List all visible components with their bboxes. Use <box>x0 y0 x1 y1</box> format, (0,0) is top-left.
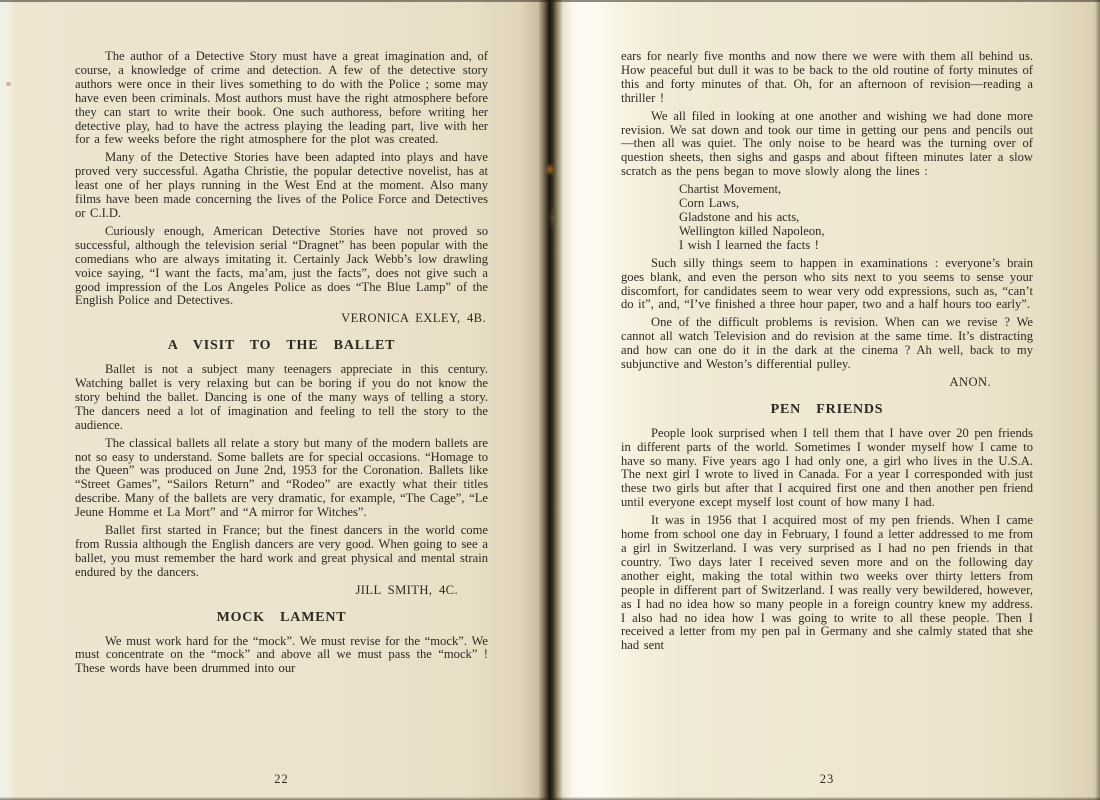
page-number-right: 23 <box>819 772 835 786</box>
rust-stain <box>545 163 555 176</box>
paragraph: One of the difficult problems is revision. When can we revise ? We cannot all watch Television and do revision at the same time. It’s distracting and how can one do it in the dark at the cinema ? Ah well, back to my subjunctive and Weston’s differential pulley. <box>621 315 1033 372</box>
paragraph: Curiously enough, American Detective Stories have not proved so successful, although the television serial “Dragnet” has been popular with the comedians who are always imitating it. Certainly Jack Webb’s low drawling voice saying, “I want the facts, ma’am, just the facts”, does not give such a good impression of the Los Angeles Police as does “The Blue Lamp” of the English Police and Detectives. <box>75 223 488 308</box>
right-text-column <box>621 0 1033 657</box>
spine-smudge <box>548 205 557 231</box>
verse-block <box>679 183 1033 253</box>
paragraph: ears for nearly five months and now there we were with them all behind us. How peaceful but dull it was to be back to the old routine of forty minutes of this and forty minutes of that. Oh, for an afternoon of revision—reading a thriller ! <box>621 49 1033 105</box>
paper-speck <box>6 82 11 86</box>
paragraph: Many of the Detective Stories have been adapted into plays and have proved very successful. Agatha Christie, the popular detective novelist, has at least one of her plays running in the West End at the moment. Also many films have been made concerning the lives of the Police Force and Detectives or C.I.D. <box>75 150 488 220</box>
verse-line: I wish I learned the facts ! <box>679 237 819 252</box>
section-heading-mock-lament: MOCK LAMENT <box>216 609 347 625</box>
paragraph: We all filed in looking at one another and wishing we had done more revision. We sat down and took our time in getting our pens and pencils out—then all was quiet. The only noise to be heard was the turning over of question sheets, then sighs and gasps and about fifteen minutes later a slow scratch as the pens began to move slowly along the lines : <box>621 108 1033 179</box>
left-text-column <box>75 0 488 680</box>
paragraph: We must work hard for the “mock”. We must revise for the “mock”. We must concentrate on the “mock” and above all we must pass the “mock” ! These words have been drummed into our <box>75 633 488 676</box>
section-heading-ballet: A VISIT TO THE BALLET <box>167 338 396 354</box>
verse-line: Wellington killed Napoleon, <box>679 223 825 238</box>
section-heading-pen-friends: PEN FRIENDS <box>770 401 884 417</box>
paragraph: It was in 1956 that I acquired most of my pen friends. When I came home from school one day in February, I found a letter addressed to me from a girl in Switzerland. I was very surprised as I had no pen friends in that country. Two days later I received seven more and on the following day another eight, making the total within two weeks over thirty letters from people in different part of Switzerland. I was really very bewildered, however, as I had no idea how so many people in a foreign country knew my address. I also had no idea how I was going to write to all these people. Then I received a letter from my pen pal in Germany and she calmly stated that she had sent <box>621 513 1033 653</box>
scan-edge-right <box>1095 0 1100 800</box>
paragraph: People look surprised when I tell them that I have over 20 pen friends in different parts of the world. Sometimes I wonder myself how I came to have so many. Five years ago I had only one, a girl who lives in the U.S.A. The next girl I wrote to lived in Canada. For a year I corresponded with just these two girls but after that I acquired first one and then another pen friend until everyone except myself lost count of how many I had. <box>621 425 1033 510</box>
verse-line: Chartist Movement, <box>679 182 782 197</box>
article-byline: ANON. <box>949 374 991 389</box>
page-number-left: 22 <box>274 772 289 786</box>
paragraph: Ballet first started in France; but the finest dancers in the world come from Russia although the English dancers are very good. When going to see a ballet, you must remember the hard work and great physical and mental strain endured by the dancers. <box>75 523 488 579</box>
paragraph: The classical ballets all relate a story but many of the modern ballets are not so easy to understand. Some ballets are for special occasions. “Homage to the Queen” was produced on June 2nd, 1953 for the Coronation. Ballets like “Street Games”, “Sailors Return” and “Rodeo” are exactly what their titles describe. Many of the ballets are very dramatic, for example, “The Cage”, “Le Jeune Homme et La Mort” and “A mirror for Witches”. <box>75 435 488 520</box>
paragraph: Such silly things seem to happen in examinations : everyone’s brain goes blank, and even the person who sits next to you seems to sense your discomfort, for candidates seem to wear very odd expressions, such as, “can’t do it”, and, “I’ve finished a three hour paper, two and a half hours too early”. <box>621 255 1033 312</box>
article-byline: JILL SMITH, 4C. <box>355 582 458 597</box>
scan-edge-top <box>0 0 1100 2</box>
article-byline: VERONICA EXLEY, 4B. <box>341 311 486 326</box>
paragraph: Ballet is not a subject many teenagers appreciate in this century. Watching ballet is very relaxing but can be boring if you do not know the story behind the ballet. Dancing is one of the many ways of telling a story. The dancers need a lot of imagination and feeling to tell the story to the audience. <box>75 362 488 432</box>
paragraph: The author of a Detective Story must have a great imagination and, of course, a knowledge of crime and detection. A few of the detective story authors were once in their lives something to do with the Police ; some may have even been criminals. Most authors must have the right atmosphere before they can start to write their book. One such authoress, before writing her detective play, had to have the actress playing the leading part, live with her for a few weeks before the right atmosphere for the plot was created. <box>75 49 488 147</box>
verse-line: Gladstone and his acts, <box>679 209 800 224</box>
verse-line: Corn Laws, <box>679 196 740 211</box>
